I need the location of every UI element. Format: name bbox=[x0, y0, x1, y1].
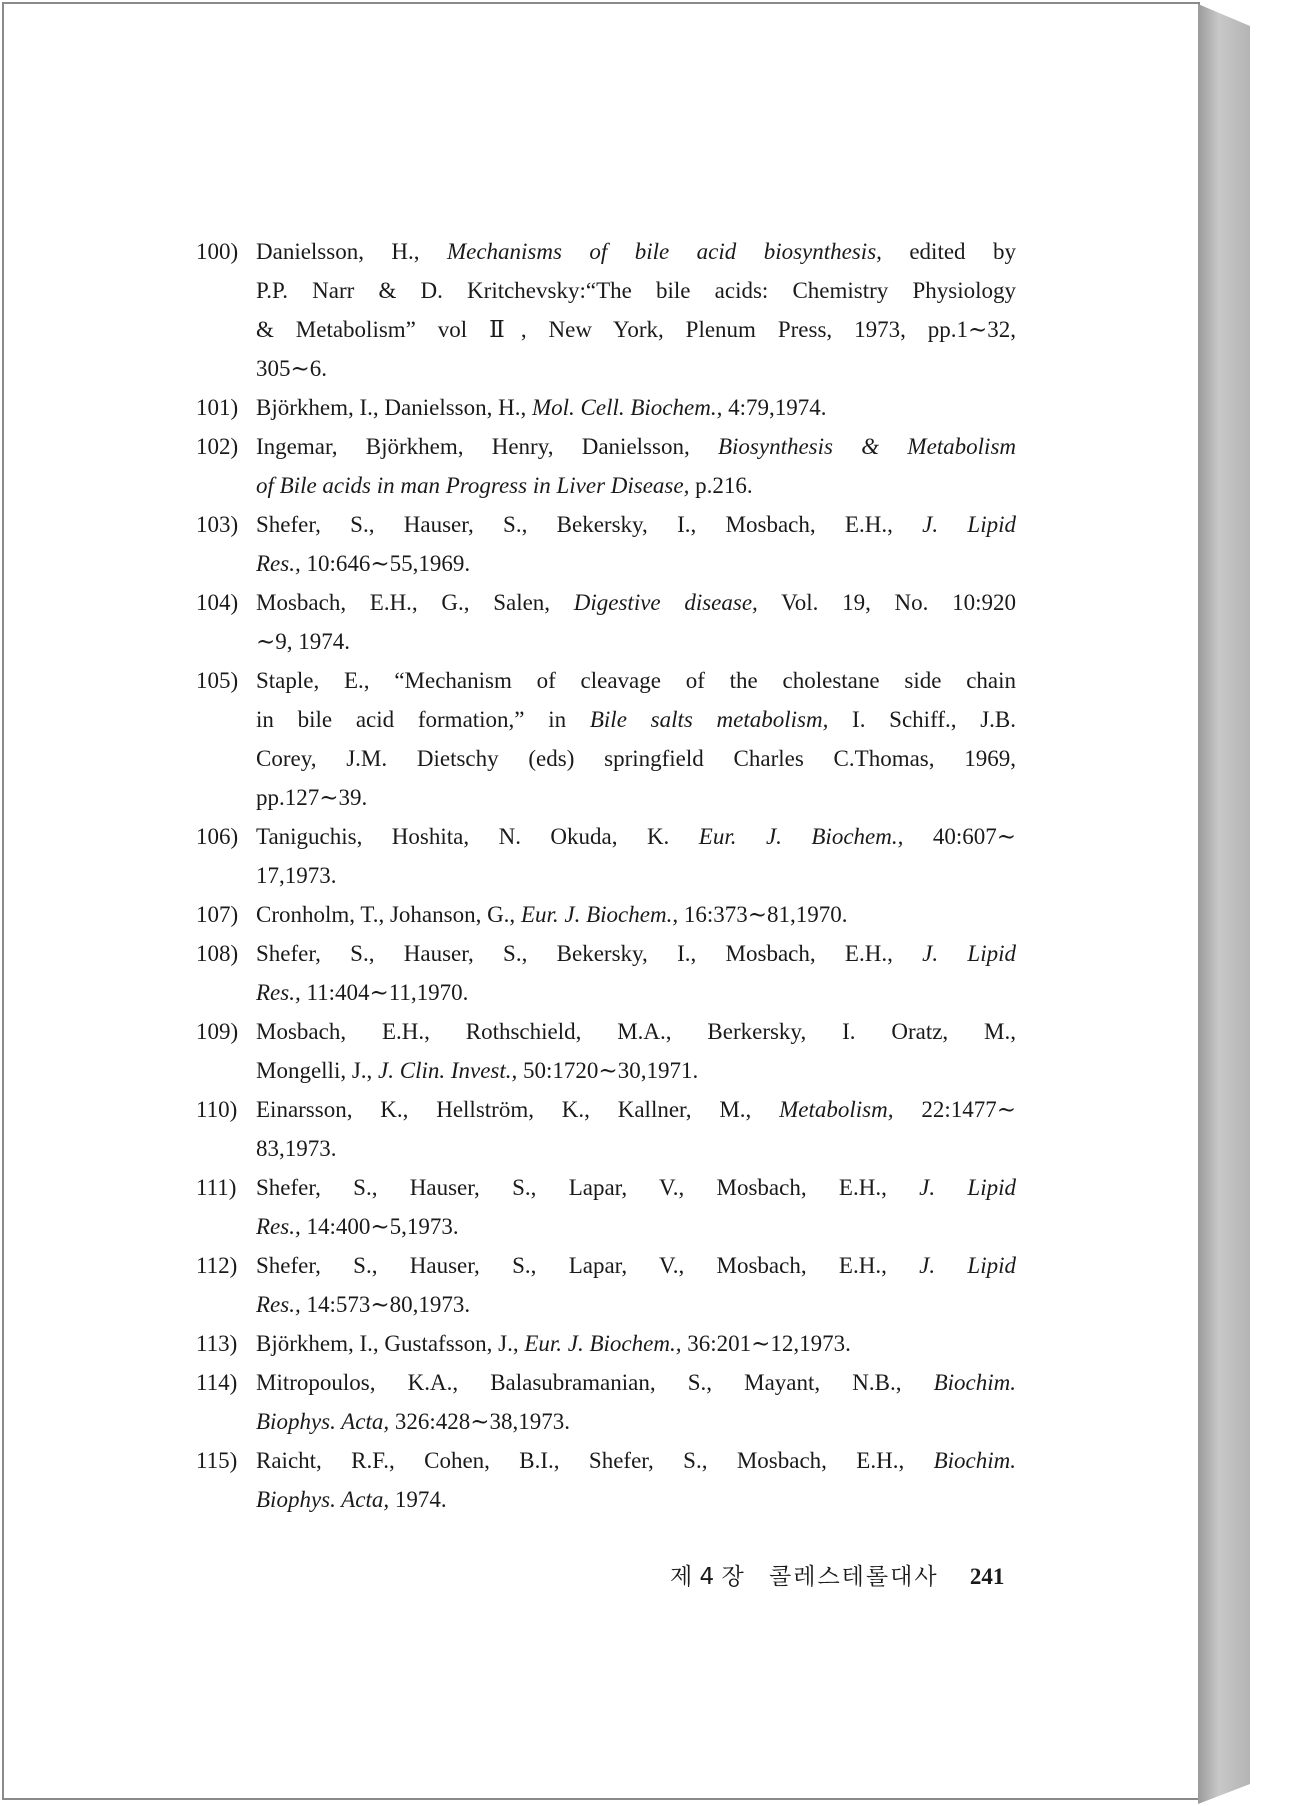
reference-entry bbox=[196, 388, 1016, 427]
reference-text: Raicht, R.F., Cohen, B.I., Shefer, S., Mosbach, E.H., bbox=[256, 1448, 934, 1473]
reference-entry bbox=[196, 934, 1016, 1012]
italic-title: Biophys. Acta, bbox=[256, 1487, 390, 1512]
reference-line bbox=[256, 934, 1016, 973]
reference-text: Mosbach, E.H., G., Salen, bbox=[256, 590, 574, 615]
italic-title: Mol. Cell. Biochem., bbox=[531, 395, 723, 420]
reference-number: 109) bbox=[196, 1019, 239, 1044]
italic-title: Bile salts metabolism, bbox=[589, 707, 829, 732]
reference-text: Einarsson, K., Hellström, K., Kallner, M., bbox=[256, 1097, 780, 1122]
reference-number: 100) bbox=[196, 239, 239, 264]
reference-text: Björkhem, I., Gustafsson, J., bbox=[256, 1331, 525, 1356]
reference-text: & Metabolism” vol Ⅱ, New York, Plenum Press, 1973, pp.1∼32, bbox=[256, 317, 1016, 342]
reference-text: Corey, J.M. Dietschy (eds) springfield Charles C.Thomas, 1969, bbox=[256, 746, 1016, 771]
reference-text: Danielsson, H., bbox=[256, 239, 447, 264]
reference-entry bbox=[196, 1012, 1016, 1090]
reference-line bbox=[256, 1324, 1016, 1363]
footer-title: 콜레스테롤대사 bbox=[769, 1564, 939, 1590]
reference-number: 113) bbox=[196, 1331, 238, 1356]
reference-list bbox=[196, 232, 1016, 1519]
italic-title: Biochim. bbox=[933, 1370, 1016, 1395]
italic-title: Biochim. bbox=[933, 1448, 1016, 1473]
reference-line bbox=[256, 856, 1016, 895]
reference-text: edited by bbox=[881, 239, 1016, 264]
reference-line bbox=[256, 427, 1016, 466]
italic-title: J. Lipid bbox=[922, 941, 1016, 966]
reference-line bbox=[256, 1402, 1016, 1441]
reference-line bbox=[256, 349, 1016, 388]
reference-line bbox=[256, 1090, 1016, 1129]
reference-line bbox=[256, 466, 1016, 505]
reference-number: 114) bbox=[196, 1370, 238, 1395]
reference-line bbox=[256, 1285, 1016, 1324]
running-footer bbox=[670, 1558, 1004, 1591]
italic-title: Biosynthesis & Metabolism bbox=[717, 434, 1017, 459]
reference-entry bbox=[196, 1246, 1016, 1324]
reference-line bbox=[256, 388, 1016, 427]
italic-title: J. Lipid bbox=[919, 1175, 1016, 1200]
reference-line bbox=[256, 817, 1016, 856]
reference-text: pp.127∼39. bbox=[256, 785, 368, 810]
reference-number: 107) bbox=[196, 902, 239, 927]
reference-line bbox=[256, 700, 1016, 739]
reference-number: 112) bbox=[196, 1253, 238, 1278]
reference-entry bbox=[196, 1090, 1016, 1168]
reference-text: 36:201∼12,1973. bbox=[681, 1331, 851, 1356]
footer-chapter: 제 4 장 bbox=[670, 1564, 744, 1590]
reference-line bbox=[256, 1441, 1016, 1480]
page-number: 241 bbox=[969, 1564, 1005, 1589]
reference-text: P.P. Narr & D. Kritchevsky:“The bile acids: Chemistry Physiology bbox=[256, 278, 1016, 303]
reference-text: Mongelli, J., bbox=[256, 1058, 379, 1083]
italic-title: Digestive disease, bbox=[573, 590, 758, 615]
reference-line bbox=[256, 583, 1016, 622]
reference-text: Vol. 19, No. 10:920 bbox=[757, 590, 1016, 615]
italic-title: Eur. J. Biochem., bbox=[698, 824, 904, 849]
reference-number: 106) bbox=[196, 824, 239, 849]
reference-text: 22:1477∼ bbox=[893, 1097, 1016, 1122]
reference-line bbox=[256, 778, 1016, 817]
reference-text: 1974. bbox=[389, 1487, 447, 1512]
reference-line bbox=[256, 661, 1016, 700]
reference-number: 110) bbox=[196, 1097, 238, 1122]
italic-title: Res., bbox=[256, 551, 301, 576]
reference-entry bbox=[196, 1363, 1016, 1441]
reference-line bbox=[256, 1051, 1016, 1090]
reference-line bbox=[256, 1363, 1016, 1402]
reference-text: 305∼6. bbox=[256, 356, 328, 381]
italic-title: J. Lipid bbox=[919, 1253, 1016, 1278]
reference-text: Staple, E., “Mechanism of cleavage of the cholestane side chain bbox=[256, 668, 1016, 693]
reference-entry bbox=[196, 583, 1016, 661]
reference-text: 4:79,1974. bbox=[722, 395, 827, 420]
italic-title: Mechanisms of bile acid biosynthesis, bbox=[446, 239, 882, 264]
reference-text: Shefer, S., Hauser, S., Lapar, V., Mosbach, E.H., bbox=[256, 1253, 920, 1278]
reference-line bbox=[256, 271, 1016, 310]
reference-line bbox=[256, 544, 1016, 583]
reference-text: 10:646∼55,1969. bbox=[300, 551, 471, 576]
reference-text: Shefer, S., Hauser, S., Bekersky, I., Mosbach, E.H., bbox=[256, 512, 923, 537]
reference-text: Cronholm, T., Johanson, G., bbox=[256, 902, 521, 927]
reference-text: Mosbach, E.H., Rothschield, M.A., Berkersky, I. Oratz, M., bbox=[256, 1019, 1016, 1044]
reference-line bbox=[256, 622, 1016, 661]
reference-number: 103) bbox=[196, 512, 239, 537]
reference-text: Shefer, S., Hauser, S., Bekersky, I., Mosbach, E.H., bbox=[256, 941, 923, 966]
reference-entry bbox=[196, 1441, 1016, 1519]
italic-title: Res., bbox=[256, 1214, 301, 1239]
reference-text: 16:373∼81,1970. bbox=[678, 902, 848, 927]
reference-text: 17,1973. bbox=[256, 863, 337, 888]
reference-entry bbox=[196, 505, 1016, 583]
page-edge-shadow bbox=[1198, 4, 1250, 1804]
italic-title: Metabolism, bbox=[779, 1097, 894, 1122]
reference-text: 40:607∼ bbox=[903, 824, 1016, 849]
reference-text: 50:1720∼30,1971. bbox=[517, 1058, 699, 1083]
reference-number: 104) bbox=[196, 590, 239, 615]
reference-text: p.216. bbox=[689, 473, 753, 498]
reference-number: 115) bbox=[196, 1448, 238, 1473]
italic-title: J. Clin. Invest., bbox=[378, 1058, 518, 1083]
italic-title: Eur. J. Biochem., bbox=[524, 1331, 682, 1356]
italic-title: Res., bbox=[256, 980, 301, 1005]
reference-number: 102) bbox=[196, 434, 239, 459]
reference-entry bbox=[196, 1324, 1016, 1363]
reference-text: 14:573∼80,1973. bbox=[300, 1292, 471, 1317]
italic-title: Eur. J. Biochem., bbox=[520, 902, 679, 927]
reference-number: 108) bbox=[196, 941, 239, 966]
reference-line bbox=[256, 1480, 1016, 1519]
reference-line bbox=[256, 1168, 1016, 1207]
reference-entry bbox=[196, 232, 1016, 388]
reference-line bbox=[256, 973, 1016, 1012]
reference-text: 11:404∼11,1970. bbox=[300, 980, 469, 1005]
reference-line bbox=[256, 232, 1016, 271]
reference-line bbox=[256, 505, 1016, 544]
reference-text: ∼9, 1974. bbox=[256, 629, 351, 654]
italic-title: J. Lipid bbox=[922, 512, 1016, 537]
reference-line bbox=[256, 310, 1016, 349]
reference-number: 105) bbox=[196, 668, 239, 693]
reference-line bbox=[256, 1129, 1016, 1168]
reference-text: I. Schiff., J.B. bbox=[828, 707, 1016, 732]
reference-entry bbox=[196, 895, 1016, 934]
reference-text: Mitropoulos, K.A., Balasubramanian, S., Mayant, N.B., bbox=[256, 1370, 934, 1395]
reference-line bbox=[256, 895, 1016, 934]
reference-number: 111) bbox=[196, 1175, 237, 1200]
reference-line bbox=[256, 1246, 1016, 1285]
reference-entry bbox=[196, 817, 1016, 895]
reference-number: 101) bbox=[196, 395, 239, 420]
reference-entry bbox=[196, 427, 1016, 505]
reference-entry bbox=[196, 661, 1016, 817]
reference-text: Ingemar, Björkhem, Henry, Danielsson, bbox=[256, 434, 718, 459]
reference-line bbox=[256, 739, 1016, 778]
reference-text: Shefer, S., Hauser, S., Lapar, V., Mosbach, E.H., bbox=[256, 1175, 920, 1200]
reference-text: 14:400∼5,1973. bbox=[300, 1214, 459, 1239]
reference-text: 83,1973. bbox=[256, 1136, 337, 1161]
italic-title: of Bile acids in man Progress in Liver Disease, bbox=[256, 473, 690, 498]
reference-text: Björkhem, I., Danielsson, H., bbox=[256, 395, 532, 420]
reference-line bbox=[256, 1207, 1016, 1246]
reference-line bbox=[256, 1012, 1016, 1051]
reference-text: Taniguchis, Hoshita, N. Okuda, K. bbox=[256, 824, 699, 849]
reference-text: 326:428∼38,1973. bbox=[389, 1409, 571, 1434]
reference-entry bbox=[196, 1168, 1016, 1246]
italic-title: Res., bbox=[256, 1292, 301, 1317]
reference-text: in bile acid formation,” in bbox=[256, 707, 590, 732]
italic-title: Biophys. Acta, bbox=[256, 1409, 390, 1434]
